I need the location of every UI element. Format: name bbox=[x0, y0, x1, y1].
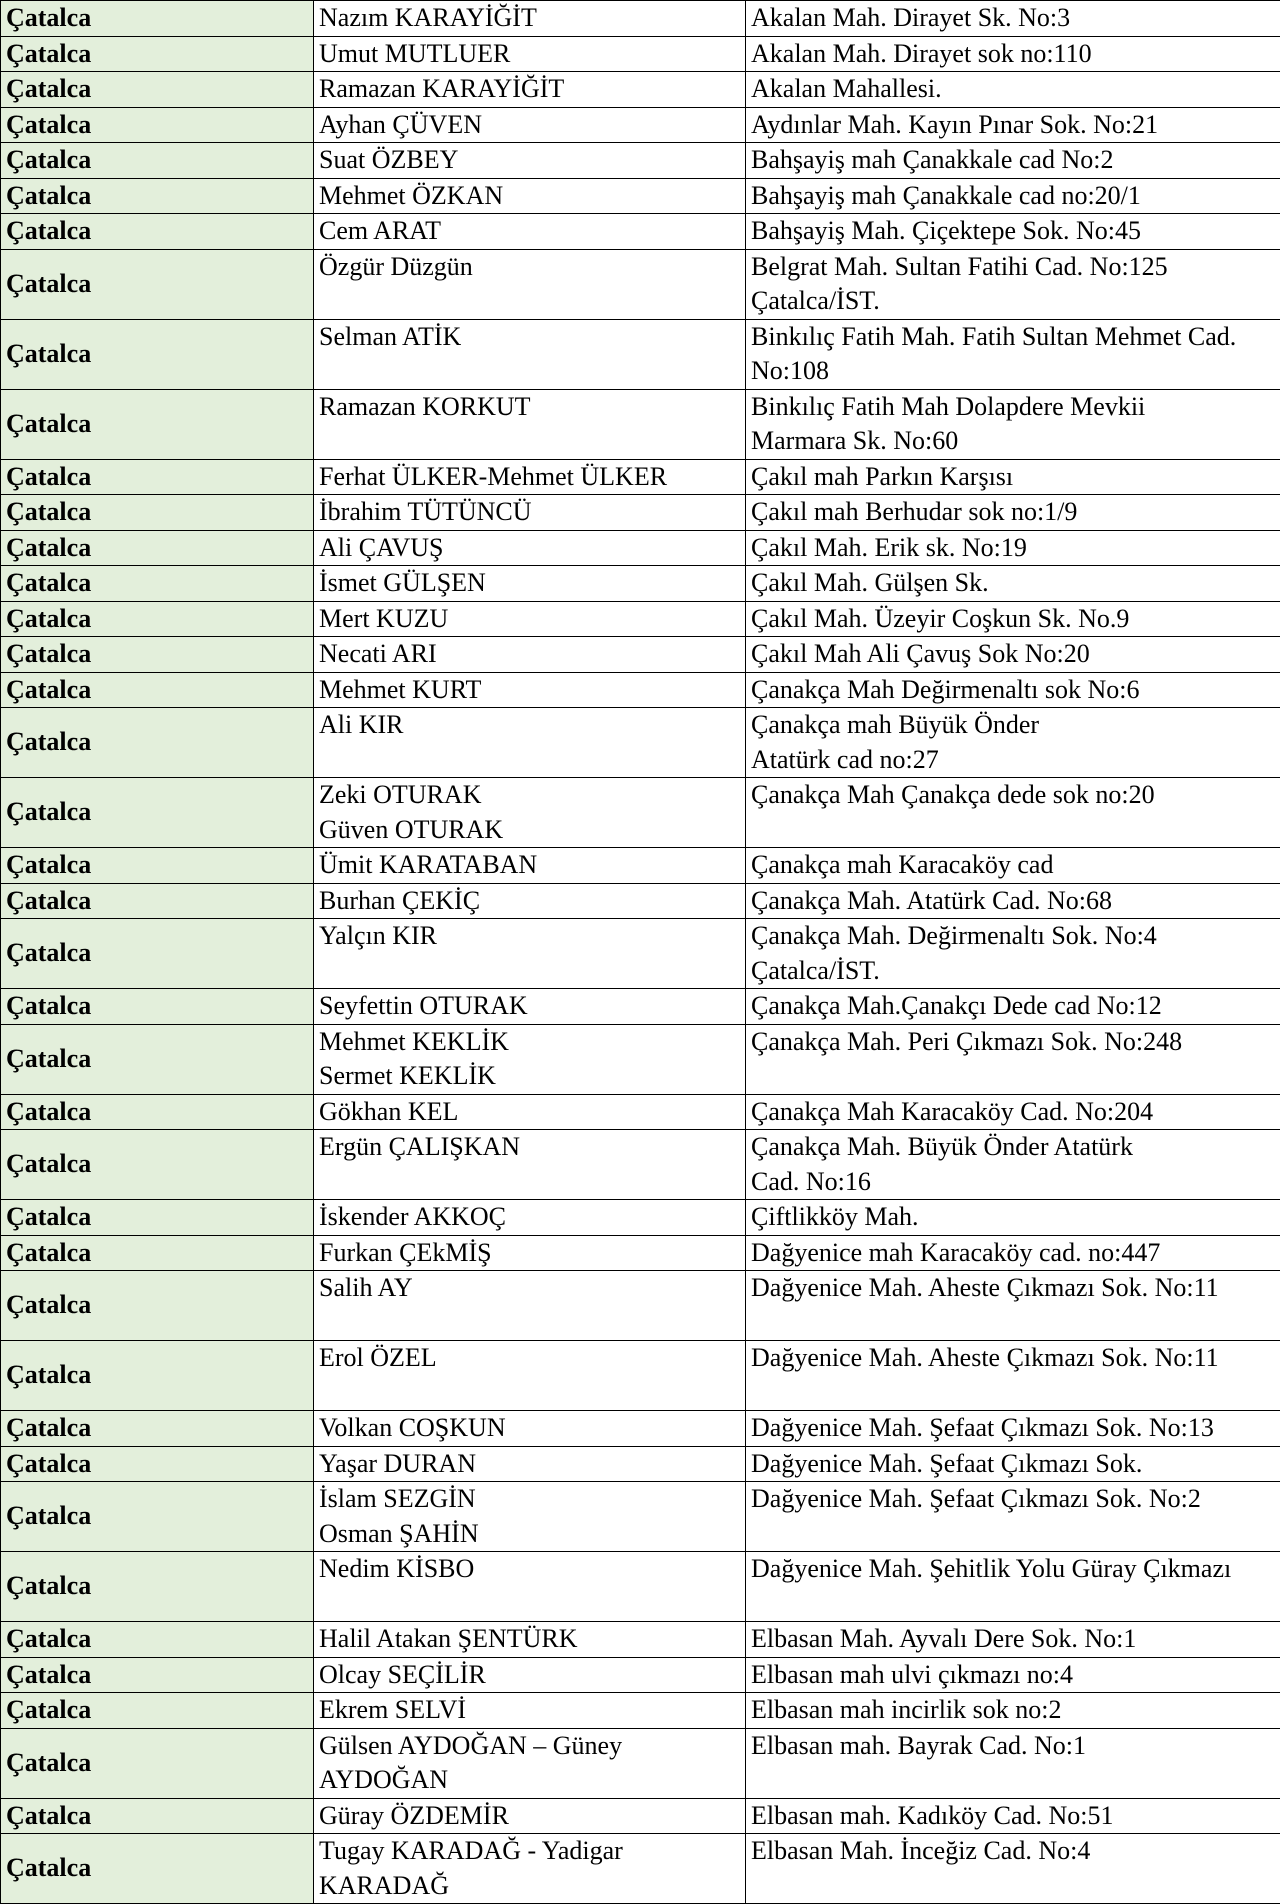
district-cell[interactable]: Çatalca bbox=[1, 1341, 314, 1411]
address-cell-line: Dağyenice Mah. Şehitlik Yolu Güray Çıkmazı bbox=[751, 1552, 1276, 1587]
name-cell[interactable] bbox=[314, 1657, 746, 1693]
address-cell[interactable] bbox=[746, 1728, 1280, 1798]
name-cell-line: Mehmet KURT bbox=[319, 673, 741, 708]
name-cell[interactable] bbox=[314, 1094, 746, 1130]
table-row bbox=[1, 708, 1280, 778]
name-cell[interactable] bbox=[314, 178, 746, 214]
name-cell-line: İslam SEZGİN bbox=[319, 1482, 741, 1517]
district-cell[interactable]: Çatalca bbox=[1, 1, 314, 37]
district-cell[interactable]: Çatalca bbox=[1, 1728, 314, 1798]
name-cell-line: Ali KIR bbox=[319, 708, 741, 743]
table-row bbox=[1, 848, 1280, 884]
name-cell-line: Necati ARI bbox=[319, 637, 741, 672]
name-cell[interactable] bbox=[314, 1552, 746, 1622]
table-row bbox=[1, 1024, 1280, 1094]
address-cell[interactable] bbox=[746, 530, 1280, 566]
address-cell[interactable] bbox=[746, 1271, 1280, 1341]
name-cell[interactable] bbox=[314, 1024, 746, 1094]
district-cell[interactable]: Çatalca bbox=[1, 1271, 314, 1341]
district-cell[interactable]: Çatalca bbox=[1, 495, 314, 531]
address-cell[interactable] bbox=[746, 1622, 1280, 1658]
table-row bbox=[1, 1446, 1280, 1482]
address-cell[interactable] bbox=[746, 883, 1280, 919]
district-cell[interactable]: Çatalca bbox=[1, 1657, 314, 1693]
address-cell-line: Bahşayiş mah Çanakkale cad No:2 bbox=[751, 143, 1276, 178]
address-cell-line: Akalan Mahallesi. bbox=[751, 72, 1276, 107]
name-cell[interactable] bbox=[314, 459, 746, 495]
table-row bbox=[1, 389, 1280, 459]
table-row bbox=[1, 1130, 1280, 1200]
address-cell[interactable] bbox=[746, 72, 1280, 108]
name-cell[interactable] bbox=[314, 637, 746, 673]
address-cell-line: Bahşayiş Mah. Çiçektepe Sok. No:45 bbox=[751, 214, 1276, 249]
name-cell[interactable] bbox=[314, 1235, 746, 1271]
name-cell[interactable] bbox=[314, 1271, 746, 1341]
name-cell-line: KARADAĞ bbox=[319, 1869, 741, 1904]
table-row bbox=[1, 1271, 1280, 1341]
name-cell[interactable] bbox=[314, 708, 746, 778]
name-cell-line: İbrahim TÜTÜNCÜ bbox=[319, 495, 741, 530]
address-cell-line: No:108 bbox=[751, 354, 1276, 389]
district-cell[interactable]: Çatalca bbox=[1, 919, 314, 989]
address-cell-line: Çanakça Mah. Değirmenaltı Sok. No:4 bbox=[751, 919, 1276, 954]
table-row bbox=[1, 495, 1280, 531]
table-row bbox=[1, 36, 1280, 72]
district-cell[interactable]: Çatalca bbox=[1, 107, 314, 143]
name-cell-line: AYDOĞAN bbox=[319, 1763, 741, 1798]
district-cell[interactable]: Çatalca bbox=[1, 566, 314, 602]
table-row bbox=[1, 989, 1280, 1025]
district-cell[interactable]: Çatalca bbox=[1, 1094, 314, 1130]
name-cell[interactable] bbox=[314, 1130, 746, 1200]
address-cell[interactable] bbox=[746, 36, 1280, 72]
address-cell-line: Çakıl mah Parkın Karşısı bbox=[751, 460, 1276, 495]
district-cell[interactable]: Çatalca bbox=[1, 1200, 314, 1236]
district-cell[interactable]: Çatalca bbox=[1, 1446, 314, 1482]
table-row bbox=[1, 530, 1280, 566]
name-cell-line: Seyfettin OTURAK bbox=[319, 989, 741, 1024]
district-cell[interactable]: Çatalca bbox=[1, 530, 314, 566]
address-cell-line: Çakıl Mah. Gülşen Sk. bbox=[751, 566, 1276, 601]
address-cell-line: Dağyenice mah Karacaköy cad. no:447 bbox=[751, 1236, 1276, 1271]
address-cell-line: Bahşayiş mah Çanakkale cad no:20/1 bbox=[751, 179, 1276, 214]
address-cell-line: Elbasan mah incirlik sok no:2 bbox=[751, 1693, 1276, 1728]
table-row bbox=[1, 72, 1280, 108]
address-cell-line: Çanakça Mah. Atatürk Cad. No:68 bbox=[751, 884, 1276, 919]
table-row bbox=[1, 214, 1280, 250]
address-cell-line: Çakıl Mah. Erik sk. No:19 bbox=[751, 531, 1276, 566]
table-row bbox=[1, 143, 1280, 179]
address-cell[interactable] bbox=[746, 672, 1280, 708]
address-cell-line: Cad. No:16 bbox=[751, 1165, 1276, 1200]
district-cell[interactable]: Çatalca bbox=[1, 249, 314, 319]
name-cell[interactable] bbox=[314, 72, 746, 108]
address-cell[interactable] bbox=[746, 143, 1280, 179]
district-cell[interactable]: Çatalca bbox=[1, 1622, 314, 1658]
address-cell[interactable] bbox=[746, 1200, 1280, 1236]
address-cell[interactable] bbox=[746, 708, 1280, 778]
name-cell-line: Osman ŞAHİN bbox=[319, 1517, 741, 1552]
name-cell[interactable] bbox=[314, 249, 746, 319]
address-cell-line: Binkılıç Fatih Mah Dolapdere Mevkii bbox=[751, 390, 1276, 425]
address-cell-line: Atatürk cad no:27 bbox=[751, 743, 1276, 778]
name-cell-line: İskender AKKOÇ bbox=[319, 1200, 741, 1235]
name-cell-line: Ergün ÇALIŞKAN bbox=[319, 1130, 741, 1165]
name-cell-line: Mehmet KEKLİK bbox=[319, 1025, 741, 1060]
name-cell-line: Ferhat ÜLKER-Mehmet ÜLKER bbox=[319, 460, 741, 495]
table-row bbox=[1, 249, 1280, 319]
name-cell-line: Yaşar DURAN bbox=[319, 1447, 741, 1482]
name-cell[interactable] bbox=[314, 672, 746, 708]
district-cell[interactable]: Çatalca bbox=[1, 1411, 314, 1447]
district-cell[interactable]: Çatalca bbox=[1, 989, 314, 1025]
name-cell-line: Volkan COŞKUN bbox=[319, 1411, 741, 1446]
name-cell-line: İsmet GÜLŞEN bbox=[319, 566, 741, 601]
table-row bbox=[1, 1552, 1280, 1622]
name-cell[interactable] bbox=[314, 1200, 746, 1236]
address-cell[interactable] bbox=[746, 919, 1280, 989]
name-cell-line: Salih AY bbox=[319, 1271, 741, 1306]
address-cell[interactable] bbox=[746, 989, 1280, 1025]
address-cell-line: Elbasan Mah. İnceğiz Cad. No:4 bbox=[751, 1834, 1276, 1869]
name-cell[interactable] bbox=[314, 1482, 746, 1552]
address-cell-line: Çanakça Mah. Peri Çıkmazı Sok. No:248 bbox=[751, 1025, 1276, 1060]
name-cell[interactable] bbox=[314, 1728, 746, 1798]
address-cell-line: Akalan Mah. Dirayet Sk. No:3 bbox=[751, 1, 1276, 36]
name-cell-line: Nedim KİSBO bbox=[319, 1552, 741, 1587]
address-cell[interactable] bbox=[746, 637, 1280, 673]
table-row bbox=[1, 637, 1280, 673]
address-cell[interactable] bbox=[746, 1, 1280, 37]
address-cell[interactable] bbox=[746, 1094, 1280, 1130]
table-row bbox=[1, 107, 1280, 143]
name-cell-line: Umut MUTLUER bbox=[319, 37, 741, 72]
address-cell-line: Çatalca/İST. bbox=[751, 954, 1276, 989]
district-cell[interactable]: Çatalca bbox=[1, 72, 314, 108]
table-body bbox=[1, 1, 1280, 1904]
table-row bbox=[1, 1411, 1280, 1447]
district-cell[interactable]: Çatalca bbox=[1, 143, 314, 179]
name-cell[interactable] bbox=[314, 36, 746, 72]
address-cell-line: Çanakça Mah. Büyük Önder Atatürk bbox=[751, 1130, 1276, 1165]
district-cell[interactable]: Çatalca bbox=[1, 601, 314, 637]
table-row bbox=[1, 883, 1280, 919]
table-row bbox=[1, 1482, 1280, 1552]
name-cell-line: Selman ATİK bbox=[319, 320, 741, 355]
table-row bbox=[1, 1693, 1280, 1729]
name-cell-line: Mehmet ÖZKAN bbox=[319, 179, 741, 214]
name-cell[interactable] bbox=[314, 1622, 746, 1658]
address-cell-line: Binkılıç Fatih Mah. Fatih Sultan Mehmet Cad. bbox=[751, 320, 1276, 355]
address-cell[interactable] bbox=[746, 1341, 1280, 1411]
address-cell-line: Çanakça mah Karacaköy cad bbox=[751, 848, 1276, 883]
address-cell-line: Çanakça Mah Karacaköy Cad. No:204 bbox=[751, 1095, 1276, 1130]
name-cell-line: Ramazan KARAYİĞİT bbox=[319, 72, 741, 107]
name-cell-line: Gökhan KEL bbox=[319, 1095, 741, 1130]
address-cell-line: Çanakça mah Büyük Önder bbox=[751, 708, 1276, 743]
district-cell[interactable]: Çatalca bbox=[1, 778, 314, 848]
name-cell-line: Mert KUZU bbox=[319, 602, 741, 637]
address-cell[interactable] bbox=[746, 1024, 1280, 1094]
name-cell[interactable] bbox=[314, 530, 746, 566]
table-row bbox=[1, 319, 1280, 389]
name-cell[interactable] bbox=[314, 214, 746, 250]
district-cell[interactable]: Çatalca bbox=[1, 672, 314, 708]
name-cell-line: Halil Atakan ŞENTÜRK bbox=[319, 1622, 741, 1657]
district-cell[interactable]: Çatalca bbox=[1, 178, 314, 214]
address-cell-line: Akalan Mah. Dirayet sok no:110 bbox=[751, 37, 1276, 72]
district-cell[interactable]: Çatalca bbox=[1, 1552, 314, 1622]
name-cell-line: Sermet KEKLİK bbox=[319, 1059, 741, 1094]
district-cell[interactable]: Çatalca bbox=[1, 36, 314, 72]
district-cell[interactable]: Çatalca bbox=[1, 708, 314, 778]
name-cell[interactable] bbox=[314, 1446, 746, 1482]
district-cell[interactable]: Çatalca bbox=[1, 319, 314, 389]
table-row bbox=[1, 1728, 1280, 1798]
name-cell-line: Zeki OTURAK bbox=[319, 778, 741, 813]
address-cell-line: Çanakça Mah.Çanakçı Dede cad No:12 bbox=[751, 989, 1276, 1024]
address-cell[interactable] bbox=[746, 1657, 1280, 1693]
address-cell-line: Çakıl Mah Ali Çavuş Sok No:20 bbox=[751, 637, 1276, 672]
district-cell[interactable]: Çatalca bbox=[1, 848, 314, 884]
district-cell[interactable]: Çatalca bbox=[1, 214, 314, 250]
name-cell-line: Ali ÇAVUŞ bbox=[319, 531, 741, 566]
table-row bbox=[1, 1798, 1280, 1834]
name-cell[interactable] bbox=[314, 601, 746, 637]
name-cell[interactable] bbox=[314, 989, 746, 1025]
address-cell[interactable] bbox=[746, 1130, 1280, 1200]
name-cell[interactable] bbox=[314, 107, 746, 143]
address-cell[interactable] bbox=[746, 1552, 1280, 1622]
address-cell[interactable] bbox=[746, 1446, 1280, 1482]
address-cell[interactable] bbox=[746, 1834, 1280, 1904]
name-cell-line: Gülsen AYDOĞAN – Güney bbox=[319, 1729, 741, 1764]
name-cell[interactable] bbox=[314, 848, 746, 884]
address-cell-line: Aydınlar Mah. Kayın Pınar Sok. No:21 bbox=[751, 108, 1276, 143]
district-cell[interactable]: Çatalca bbox=[1, 637, 314, 673]
address-cell-line: Dağyenice Mah. Şefaat Çıkmazı Sok. bbox=[751, 1447, 1276, 1482]
district-cell[interactable]: Çatalca bbox=[1, 1482, 314, 1552]
district-cell[interactable]: Çatalca bbox=[1, 1235, 314, 1271]
address-cell[interactable] bbox=[746, 319, 1280, 389]
name-cell-line: Tugay KARADAĞ - Yadigar bbox=[319, 1834, 741, 1869]
address-cell[interactable] bbox=[746, 107, 1280, 143]
table-row bbox=[1, 1, 1280, 37]
table-row bbox=[1, 601, 1280, 637]
address-cell-line: Çakıl mah Berhudar sok no:1/9 bbox=[751, 495, 1276, 530]
name-cell-line: Güven OTURAK bbox=[319, 813, 741, 848]
name-cell[interactable] bbox=[314, 1693, 746, 1729]
table-row bbox=[1, 1341, 1280, 1411]
name-cell[interactable] bbox=[314, 1834, 746, 1904]
address-cell[interactable] bbox=[746, 459, 1280, 495]
name-cell-line: Nazım KARAYİĞİT bbox=[319, 1, 741, 36]
name-cell-line: Özgür Düzgün bbox=[319, 250, 741, 285]
address-cell[interactable] bbox=[746, 601, 1280, 637]
name-cell-line: Burhan ÇEKİÇ bbox=[319, 884, 741, 919]
table-row bbox=[1, 778, 1280, 848]
name-cell[interactable] bbox=[314, 389, 746, 459]
address-cell[interactable] bbox=[746, 249, 1280, 319]
address-cell-line: Elbasan mah. Bayrak Cad. No:1 bbox=[751, 1729, 1276, 1764]
address-cell-line: Dağyenice Mah. Şefaat Çıkmazı Sok. No:13 bbox=[751, 1411, 1276, 1446]
name-cell-line: Ayhan ÇÜVEN bbox=[319, 108, 741, 143]
name-cell-line: Furkan ÇEkMİŞ bbox=[319, 1236, 741, 1271]
address-cell[interactable] bbox=[746, 1235, 1280, 1271]
name-cell[interactable] bbox=[314, 1411, 746, 1447]
address-cell[interactable] bbox=[746, 848, 1280, 884]
district-cell[interactable]: Çatalca bbox=[1, 1693, 314, 1729]
address-cell-line: Çanakça Mah Değirmenaltı sok No:6 bbox=[751, 673, 1276, 708]
address-cell-line: Marmara Sk. No:60 bbox=[751, 424, 1276, 459]
district-cell[interactable]: Çatalca bbox=[1, 1130, 314, 1200]
table-row bbox=[1, 1834, 1280, 1904]
name-cell[interactable] bbox=[314, 1, 746, 37]
district-cell[interactable]: Çatalca bbox=[1, 883, 314, 919]
table-row bbox=[1, 919, 1280, 989]
district-cell[interactable]: Çatalca bbox=[1, 1834, 314, 1904]
address-cell[interactable] bbox=[746, 778, 1280, 848]
address-cell-line: Çanakça Mah Çanakça dede sok no:20 bbox=[751, 778, 1276, 813]
name-cell[interactable] bbox=[314, 778, 746, 848]
name-cell-line: Cem ARAT bbox=[319, 214, 741, 249]
name-cell[interactable] bbox=[314, 1798, 746, 1834]
address-cell[interactable] bbox=[746, 1693, 1280, 1729]
address-cell-line: Belgrat Mah. Sultan Fatihi Cad. No:125 bbox=[751, 250, 1276, 285]
address-cell[interactable] bbox=[746, 1798, 1280, 1834]
address-cell[interactable] bbox=[746, 1411, 1280, 1447]
address-cell-line: Elbasan Mah. Ayvalı Dere Sok. No:1 bbox=[751, 1622, 1276, 1657]
table-row bbox=[1, 1200, 1280, 1236]
address-cell-line: Dağyenice Mah. Şefaat Çıkmazı Sok. No:2 bbox=[751, 1482, 1276, 1517]
table-row bbox=[1, 1094, 1280, 1130]
table-row bbox=[1, 1622, 1280, 1658]
address-cell[interactable] bbox=[746, 178, 1280, 214]
district-cell[interactable]: Çatalca bbox=[1, 1024, 314, 1094]
address-cell[interactable] bbox=[746, 566, 1280, 602]
address-cell-line: Elbasan mah. Kadıköy Cad. No:51 bbox=[751, 1799, 1276, 1834]
name-cell-line: Erol ÖZEL bbox=[319, 1341, 741, 1376]
address-cell-line: Çiftlikköy Mah. bbox=[751, 1200, 1276, 1235]
district-cell[interactable]: Çatalca bbox=[1, 459, 314, 495]
address-cell[interactable] bbox=[746, 1482, 1280, 1552]
table-row bbox=[1, 1235, 1280, 1271]
name-cell-line: Ekrem SELVİ bbox=[319, 1693, 741, 1728]
address-cell[interactable] bbox=[746, 389, 1280, 459]
address-cell-line: Çakıl Mah. Üzeyir Coşkun Sk. No.9 bbox=[751, 602, 1276, 637]
table-row bbox=[1, 566, 1280, 602]
district-cell[interactable]: Çatalca bbox=[1, 389, 314, 459]
name-cell[interactable] bbox=[314, 566, 746, 602]
name-cell[interactable] bbox=[314, 919, 746, 989]
name-cell-line: Olcay SEÇİLİR bbox=[319, 1658, 741, 1693]
name-cell-line: Güray ÖZDEMİR bbox=[319, 1799, 741, 1834]
table-row bbox=[1, 1657, 1280, 1693]
address-cell-line: Dağyenice Mah. Aheste Çıkmazı Sok. No:11 bbox=[751, 1341, 1276, 1376]
address-cell[interactable] bbox=[746, 214, 1280, 250]
table-row bbox=[1, 459, 1280, 495]
address-cell-line: Dağyenice Mah. Aheste Çıkmazı Sok. No:11 bbox=[751, 1271, 1276, 1306]
name-cell-line: Suat ÖZBEY bbox=[319, 143, 741, 178]
name-cell-line: Ramazan KORKUT bbox=[319, 390, 741, 425]
name-cell[interactable] bbox=[314, 143, 746, 179]
table-row bbox=[1, 672, 1280, 708]
district-cell[interactable]: Çatalca bbox=[1, 1798, 314, 1834]
address-cell-line: Elbasan mah ulvi çıkmazı no:4 bbox=[751, 1658, 1276, 1693]
name-cell[interactable] bbox=[314, 319, 746, 389]
name-cell[interactable] bbox=[314, 495, 746, 531]
table-row bbox=[1, 178, 1280, 214]
name-cell[interactable] bbox=[314, 883, 746, 919]
address-cell-line: Çatalca/İST. bbox=[751, 284, 1276, 319]
name-cell-line: Ümit KARATABAN bbox=[319, 848, 741, 883]
name-cell-line: Yalçın KIR bbox=[319, 919, 741, 954]
name-cell[interactable] bbox=[314, 1341, 746, 1411]
address-cell[interactable] bbox=[746, 495, 1280, 531]
